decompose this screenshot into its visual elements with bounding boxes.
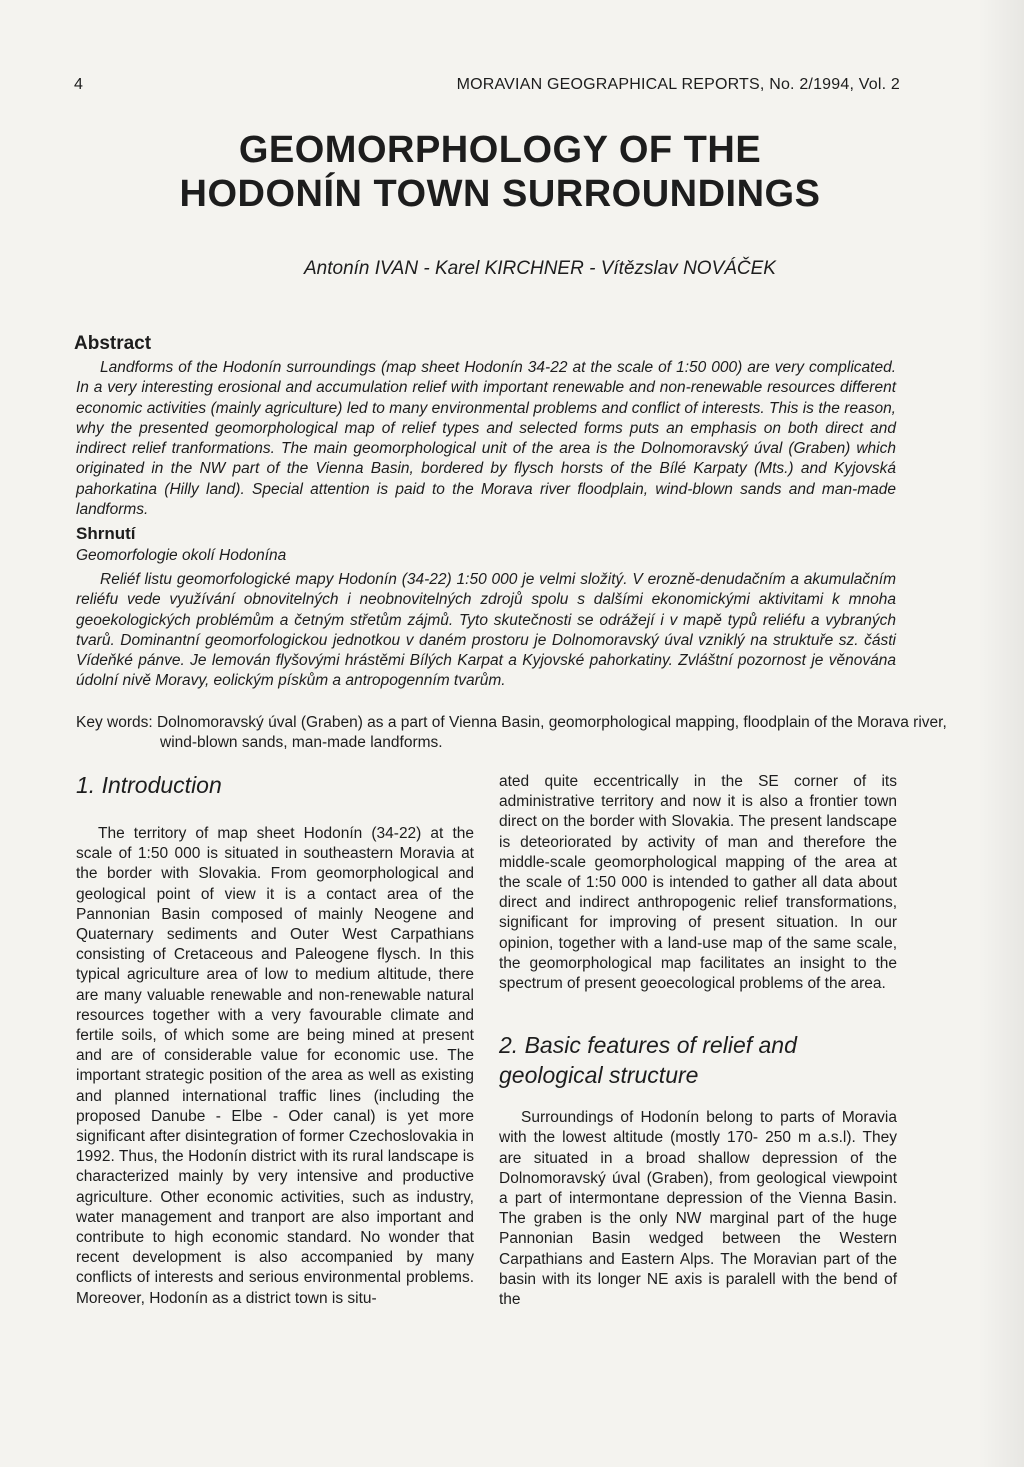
running-head: MORAVIAN GEOGRAPHICAL REPORTS, No. 2/1994, Vol. 2 bbox=[456, 76, 900, 93]
article-authors: Antonín IVAN - Karel KIRCHNER - Vítězslav NOVÁČEK bbox=[304, 258, 776, 279]
abstract-text: Landforms of the Hodonín surroundings (map sheet Hodonín 34-22 at the scale of 1:50 000) are very complicated. In a very interesting erosional and accumulation relief with important renewable and non-renewable resources different economic activities (mainly agriculture) led to many environmental problems and conflict of interests. This is the reason, why the presented geomorphological map of relief types and selected forms puts an emphasis on both direct and indirect relief tranformations. The main geomorphological unit of the area is the Dolnomoravský úval (Graben) which originated in the NW part of the Vienna Basin, bordered by flysch horsts of the Bílé Karpaty (Mts.) and Kyjovská pahorkatina (Hilly land). Special attention is paid to the Morava river floodplain, wind-blown sands and man-made landforms. bbox=[76, 359, 896, 519]
section-1-heading: 1. Introduction bbox=[76, 772, 222, 798]
abstract-heading: Abstract bbox=[74, 333, 152, 354]
page-edge-shadow bbox=[978, 0, 1024, 1467]
section-1-continued-text: ated quite eccentrically in the SE corner of its administrative territory and now it is also a frontier town direct on the border with Slovakia. The present landscape is deteoriorated by activity of man and therefore the middle-scale geomorphological mapping of the area at the scale of 1:50 000 is intended to gather all data about direct and indirect anthropogenic relief transformations, significant for improving of present situation. In our opinion, together with a land-use map of the same scale, the geomorphological map facilitates an insight to the spectrum of present geoecological problems of the area. bbox=[499, 773, 897, 993]
left-column bbox=[76, 770, 474, 1309]
section-2-heading: 2. Basic features of relief and geological structure bbox=[499, 1032, 797, 1089]
keywords: Key words: Dolnomoravský úval (Graben) as a part of Vienna Basin, geomorphological mapping, floodplain of the Morava river, wind-blown sands, man-made landforms. bbox=[76, 714, 947, 751]
article-title: GEOMORPHOLOGY OF THE HODONÍN TOWN SURROUNDINGS bbox=[179, 129, 821, 215]
shrnuti-subtitle: Geomorfologie okolí Hodonína bbox=[76, 547, 287, 564]
shrnuti-text: Reliéf listu geomorfologické mapy Hodonín (34-22) 1:50 000 je velmi složitý. V erozně-denudačním a akumulačním reliéfu vede využívání obnovitelných i neobnovitelných zdrojů spolu s dalšími ekonomickými aktivitami k mnoha geoekologických problémům a četným střetům zájmů. Tyto skutečnosti se odrážejí i v mapě typů reliéfu a vybraných tvarů. Dominantní geomorfologickou jednotkou v daném prostoru je Dolnomoravský úval vzniklý na struktuře sz. části Vídeňké pánve. Je lemován flyšovými hrástěmi Bílých Karpat a Kyjovské pahorkatiny. Zvláštní pozornost je věnována údolní nivě Moravy, eolickým pískům a antropogenním tvarům. bbox=[76, 571, 896, 690]
page-number: 4 bbox=[74, 76, 83, 93]
right-column bbox=[499, 772, 897, 1310]
section-2-text: Surroundings of Hodonín belong to parts of Moravia with the lowest altitude (mostly 170- 250 m a.s.l). They are situated in a broad shallow depression of the Dolnomoravský úval (Graben), from geological viewpoint a part of intermontane depression of the Vienna Basin. The graben is the only NW marginal part of the huge Pannonian Basin wedged between the Western Carpathians and Eastern Alps. The Moravian part of the basin with its longer NE axis is paralell with the bend of the bbox=[499, 1109, 897, 1309]
section-1-text: The territory of map sheet Hodonín (34-22) at the scale of 1:50 000 is situated in southeastern Moravia at the border with Slovakia. From geomorphological and geological point of view it is a contact area of the Pannonian Basin composed of mainly Neogene and Quaternary sediments and Outer West Carpathians consisting of Cretaceous and Paleogene flysch. In this typical agriculture area of low to medium altitude, there are many valuable renewable and non-renewable natural resources together with a very favourable climate and fertile soils, of which some are being mined at present and are of considerable value for economic use. The important strategic position of the area as well as existing and planned international traffic lines (including the proposed Danube - Elbe - Oder canal) is yet more significant after disintegration of former Czechoslovakia in 1992. Thus, the Hodonín district with its rural landscape is characterized mainly by very intensive and productive agriculture. Other economic activities, such as industry, water management and tranport are also important and contribute to high economic standard. No wonder that recent development is also accompanied by many conflicts of interests and serious environmental problems. Moreover, Hodonín as a district town is situ- bbox=[76, 825, 474, 1307]
shrnuti-heading: Shrnutí bbox=[76, 524, 136, 543]
